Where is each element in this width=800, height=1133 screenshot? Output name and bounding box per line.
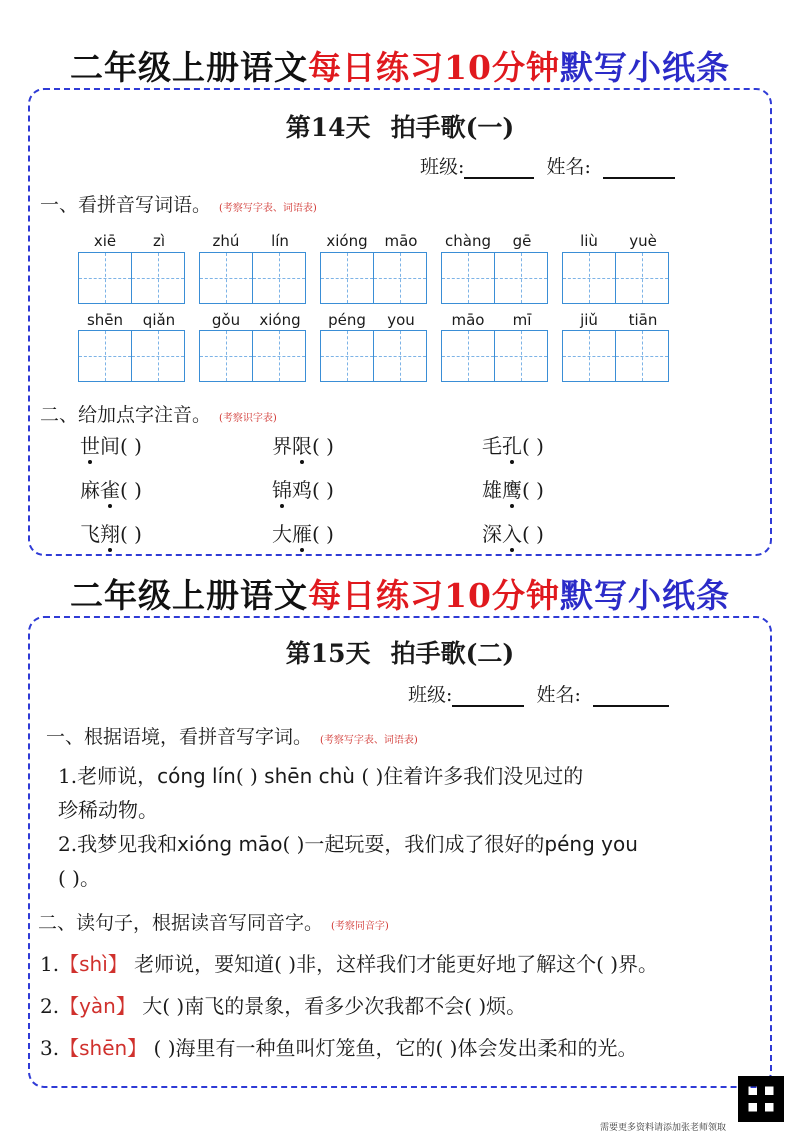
char: 界 [272, 434, 292, 458]
dotted-char: 鹰 [502, 478, 522, 502]
day14-day: 第14天 [285, 113, 371, 142]
name-blank[interactable] [593, 705, 669, 707]
q1-text-2: 住着许多我们没见过的 [383, 764, 584, 788]
answer-blank[interactable]: ( )。 [58, 866, 100, 890]
name-blank[interactable] [603, 177, 675, 179]
writing-box-pair[interactable] [441, 330, 548, 382]
class-blank[interactable] [464, 177, 534, 179]
pinyin: zì [152, 232, 166, 250]
pinyin: yuè [629, 232, 657, 250]
pinyin-word-item [272, 518, 334, 547]
pinyin: xióng [326, 232, 368, 250]
pinyin-group [562, 311, 670, 329]
dotted-char: 世 [80, 434, 100, 458]
day15-title [30, 634, 770, 670]
question-1-line1 [58, 760, 583, 789]
pinyin-group [78, 232, 186, 250]
day15-section1-title [46, 722, 418, 749]
writing-box-pair[interactable] [320, 330, 427, 382]
class-blank[interactable] [452, 705, 524, 707]
pinyin: you [387, 311, 415, 329]
section2-title-text: 二、读句子，根据读音写同音字。 [38, 912, 324, 934]
day15-lesson: 拍手歌(二) [390, 639, 515, 668]
writing-box-pair[interactable] [320, 252, 427, 304]
header-daily: 每日练习10分钟 [308, 576, 560, 615]
sentence-number: 2. [40, 994, 60, 1018]
header-grade: 二年级上册语文 [70, 576, 309, 615]
char: 毛 [482, 434, 502, 458]
writing-box-pair[interactable] [78, 252, 185, 304]
dotted-char: 孔 [502, 434, 522, 458]
section1-title-text: 一、看拼音写词语。 [40, 194, 212, 216]
answer-blank[interactable]: ( ) [361, 764, 384, 788]
sentence-number: 1. [40, 952, 60, 976]
name-label: 姓名: [536, 684, 581, 706]
char: 鸡 [292, 478, 312, 502]
char: 麻 [80, 478, 100, 502]
writing-box-pair[interactable] [441, 252, 548, 304]
pinyin-word-item [272, 430, 334, 459]
day15-day: 第15天 [285, 639, 371, 668]
answer-blank[interactable]: ( ) [120, 478, 142, 502]
pinyin: péng [328, 311, 366, 329]
pinyin: xiē [93, 232, 117, 250]
sentence-number: 3. [40, 1036, 60, 1060]
answer-blank[interactable]: ( ) [235, 764, 258, 788]
section1-title-text: 一、根据语境，看拼音写字词。 [46, 726, 313, 748]
day15-section2-title [38, 908, 389, 935]
writing-box-pair[interactable] [562, 330, 669, 382]
q1-pinyin-1: cóng lín [157, 764, 236, 788]
q1-pinyin-2: shēn chù [264, 764, 355, 788]
question-2-line2 [58, 862, 100, 891]
pinyin: gē [512, 232, 532, 250]
pinyin-group [199, 232, 307, 250]
pinyin: lín [271, 232, 289, 250]
char: 飞 [80, 522, 100, 546]
header-grade: 二年级上册语文 [70, 48, 309, 87]
q1-text: 1.老师说， [58, 764, 158, 788]
writing-box-pair[interactable] [562, 252, 669, 304]
sentence-text: 大( )南飞的景象，看多少次我都不会( )烦。 [142, 994, 527, 1018]
dotted-char: 入 [502, 522, 522, 546]
char: 雄 [482, 478, 502, 502]
pinyin-word-item [80, 518, 142, 547]
answer-blank[interactable]: ( ) [312, 434, 334, 458]
pinyin-word-item [80, 430, 142, 459]
pinyin-group [320, 311, 428, 329]
q2-text: 2.我梦见我和 [58, 832, 178, 856]
footer-note: 需要更多资料请添加张老师领取 [600, 1123, 727, 1133]
q1-text-3: 珍稀动物。 [58, 798, 158, 822]
name-label: 姓名: [546, 156, 591, 178]
pinyin-group [199, 311, 307, 329]
q2-pinyin-1: xióng māo [177, 832, 283, 856]
qr-code-icon [738, 1076, 784, 1122]
header-daily: 每日练习10分钟 [308, 48, 560, 87]
pinyin-group [441, 311, 549, 329]
pinyin-cue: 【shēn】 [59, 1036, 148, 1060]
homophone-sentence-3 [40, 1032, 637, 1061]
answer-blank[interactable]: ( ) [120, 522, 142, 546]
day14-section1-title [40, 190, 317, 217]
pinyin-group [320, 232, 428, 250]
answer-blank[interactable]: ( ) [120, 434, 142, 458]
pinyin: shēn [86, 311, 124, 329]
writing-box-pair[interactable] [78, 330, 185, 382]
pinyin-word-item [482, 474, 544, 503]
page-header-1 [0, 42, 800, 89]
dotted-char: 限 [292, 434, 312, 458]
day14-lesson: 拍手歌(一) [390, 113, 515, 142]
day14-class-name-line [420, 152, 675, 179]
pinyin: qiǎn [142, 311, 176, 329]
pinyin-cue: 【shì】 [59, 952, 128, 976]
pinyin: chàng [445, 232, 491, 250]
answer-blank[interactable]: ( ) [522, 522, 544, 546]
pinyin: māo [451, 311, 485, 329]
header-dictation: 默写小纸条 [559, 576, 730, 615]
sentence-text: 老师说，要知道( )非，这样我们才能更好地了解这个( )界。 [134, 952, 659, 976]
answer-blank[interactable]: ( ) [522, 434, 544, 458]
sentence-text: ( )海里有一种鱼叫灯笼鱼，它的( )体会发出柔和的光。 [153, 1036, 638, 1060]
pinyin: māo [384, 232, 418, 250]
pinyin-cue: 【yàn】 [59, 994, 136, 1018]
q2-text-2: 一起玩耍，我们成了很好的 [304, 832, 545, 856]
section1-note: (考察写字表、词语表) [320, 735, 418, 746]
pinyin: xióng [259, 311, 301, 329]
pinyin-word-item [482, 430, 544, 459]
homophone-sentence-1 [40, 948, 658, 977]
pinyin-group [562, 232, 670, 250]
section2-note: (考察识字表) [219, 413, 277, 424]
day15-class-name-line [408, 680, 669, 707]
question-2-line1 [58, 828, 638, 857]
pinyin: mī [512, 311, 532, 329]
char: 间 [100, 434, 120, 458]
char: 深 [482, 522, 502, 546]
pinyin: tiān [628, 311, 658, 329]
dotted-char: 雁 [292, 522, 312, 546]
class-label: 班级: [408, 684, 453, 706]
answer-blank[interactable]: ( ) [312, 478, 334, 502]
dotted-char: 翔 [100, 522, 120, 546]
char: 大 [272, 522, 292, 546]
day14-title [30, 108, 770, 144]
homophone-sentence-2 [40, 990, 526, 1019]
pinyin: zhú [212, 232, 240, 250]
dotted-char: 雀 [100, 478, 120, 502]
dotted-char: 锦 [272, 478, 292, 502]
day15-panel [28, 616, 772, 1088]
question-1-line2 [58, 794, 158, 823]
section1-note: (考察写字表、词语表) [219, 203, 317, 214]
pinyin: gǒu [211, 311, 241, 329]
pinyin: jiǔ [580, 311, 598, 329]
section2-title-text: 二、给加点字注音。 [40, 404, 212, 426]
day14-panel [28, 88, 772, 556]
writing-box-pair[interactable] [199, 252, 306, 304]
page-header-2 [0, 570, 800, 617]
pinyin-word-item [272, 474, 334, 503]
pinyin-word-item [80, 474, 142, 503]
writing-box-pair[interactable] [199, 330, 306, 382]
pinyin-word-item [482, 518, 544, 547]
day14-section2-title [40, 400, 277, 427]
q2-pinyin-2: péng you [544, 832, 638, 856]
pinyin: liù [580, 232, 598, 250]
pinyin-group [78, 311, 186, 329]
answer-blank[interactable]: ( ) [312, 522, 334, 546]
pinyin-group [441, 232, 549, 250]
answer-blank[interactable]: ( ) [282, 832, 305, 856]
class-label: 班级: [420, 156, 465, 178]
section2-note: (考察同音字) [331, 921, 389, 932]
answer-blank[interactable]: ( ) [522, 478, 544, 502]
header-dictation: 默写小纸条 [559, 48, 730, 87]
